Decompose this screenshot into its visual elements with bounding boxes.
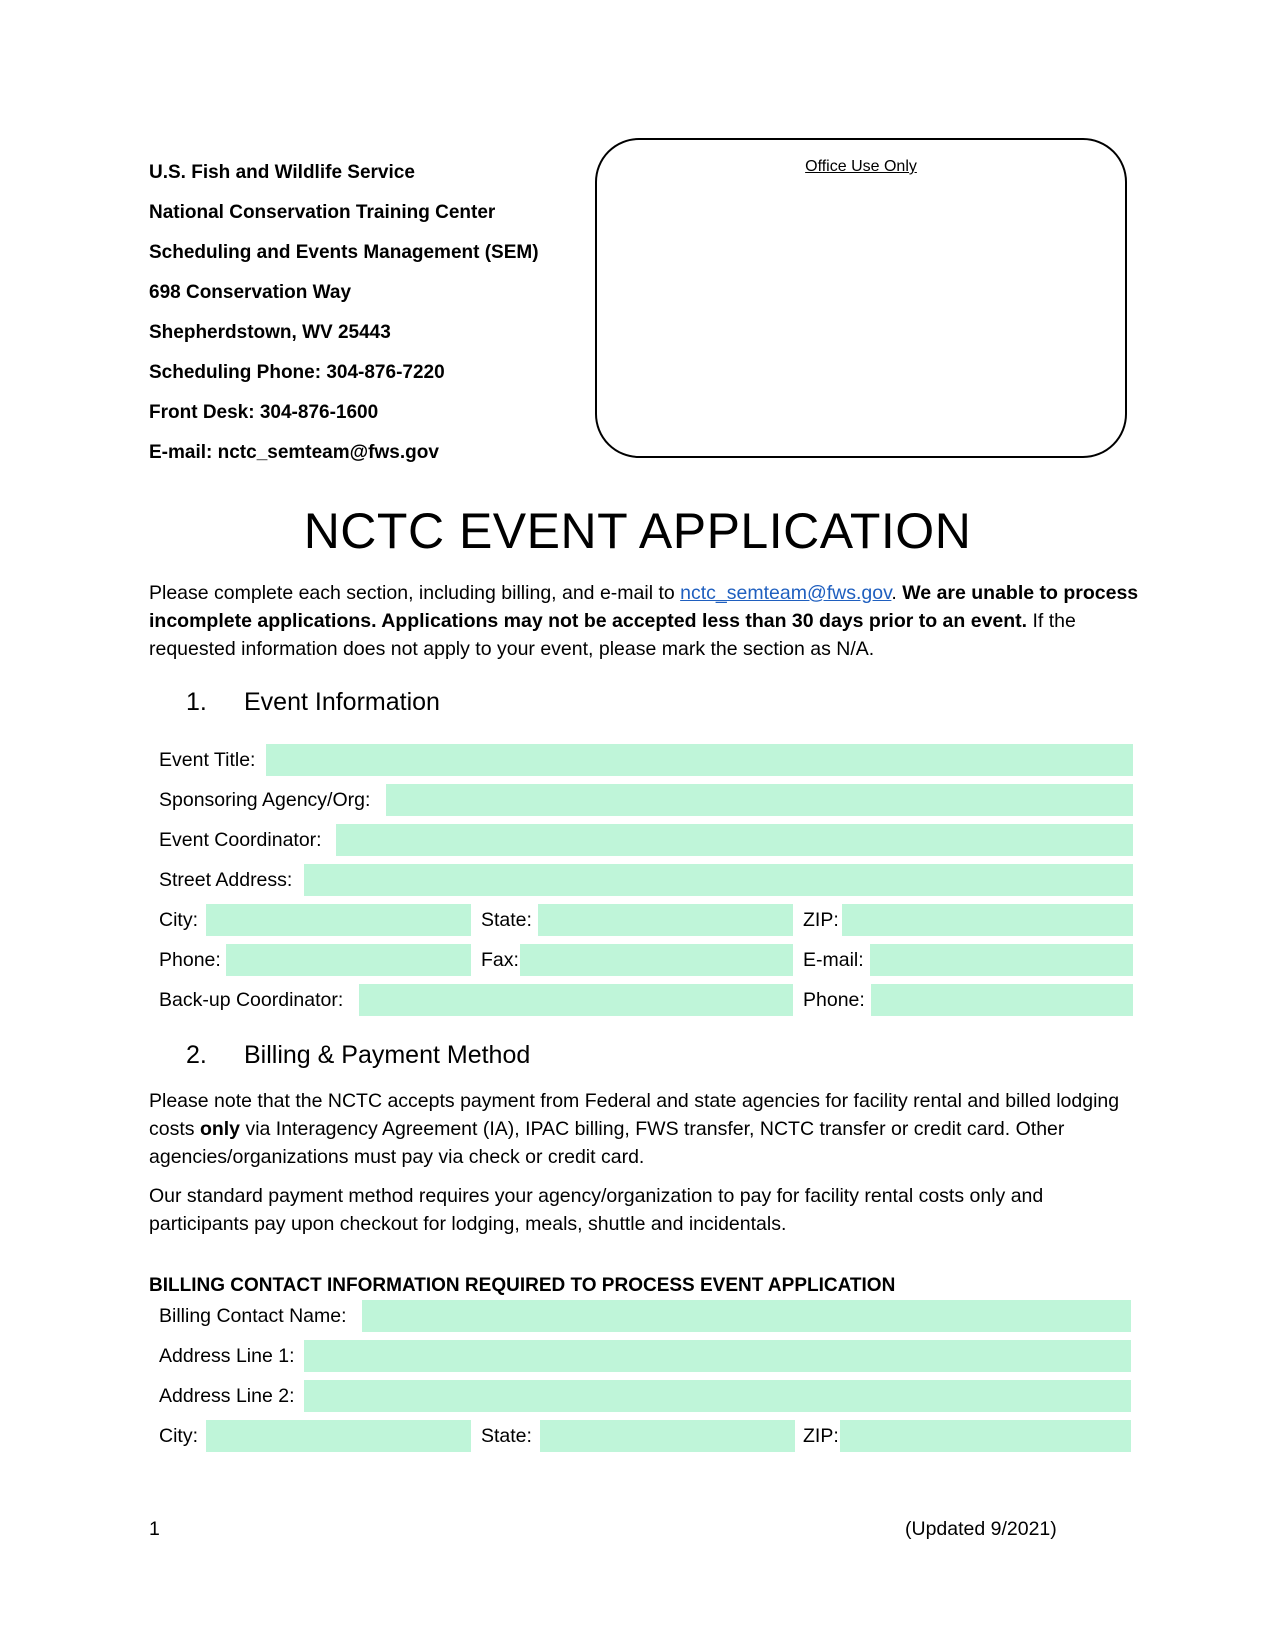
zip-label: ZIP:: [803, 909, 839, 931]
billing-contact-heading: BILLING CONTACT INFORMATION REQUIRED TO PROCESS EVENT APPLICATION: [149, 1275, 896, 1296]
section-1-heading: [186, 688, 440, 717]
phone-field[interactable]: [226, 944, 471, 976]
billing-state-label: State:: [481, 1425, 532, 1447]
zip-field[interactable]: [842, 904, 1133, 936]
billing-contact-name-field[interactable]: [362, 1300, 1131, 1332]
backup-phone-field[interactable]: [871, 984, 1133, 1016]
intro-paragraph: [149, 579, 1139, 663]
backup-coordinator-field[interactable]: [359, 984, 793, 1016]
street-address-field[interactable]: [304, 864, 1133, 896]
page-number: 1: [149, 1518, 160, 1540]
address-line-2-label: Address Line 2:: [159, 1385, 295, 1407]
email-label: E-mail:: [803, 949, 864, 971]
updated-date: (Updated 9/2021): [905, 1518, 1057, 1540]
section-2-heading: [186, 1041, 530, 1070]
address-line-1-field[interactable]: [304, 1340, 1131, 1372]
billing-zip-field[interactable]: [840, 1420, 1131, 1452]
event-title-field[interactable]: [266, 744, 1133, 776]
intro-warning: We are unable to process incomplete applications. Applications may not be accepted less than 30 days prior to an event.: [149, 582, 1139, 632]
billing-zip-label: ZIP:: [803, 1425, 839, 1447]
sponsoring-agency-label: Sponsoring Agency/Org:: [159, 789, 371, 811]
email-link[interactable]: nctc_semteam@fws.gov: [680, 582, 892, 604]
section-1-title: Event Information: [244, 688, 440, 716]
sponsoring-agency-field[interactable]: [386, 784, 1133, 816]
billing-contact-name-label: Billing Contact Name:: [159, 1305, 347, 1327]
payment-note-text: Please note that the NCTC accepts payment from Federal and state agencies for facility rental and billed lodging costs: [149, 1090, 1120, 1140]
agency-name: U.S. Fish and Wildlife Service: [149, 162, 415, 183]
backup-phone-label: Phone:: [803, 989, 865, 1011]
section-1-number: 1.: [186, 688, 207, 716]
billing-city-label: City:: [159, 1425, 198, 1447]
office-name: Scheduling and Events Management (SEM): [149, 242, 539, 263]
billing-state-field[interactable]: [540, 1420, 795, 1452]
event-coordinator-field[interactable]: [336, 824, 1133, 856]
payment-note-text-cont: via Interagency Agreement (IA), IPAC billing, FWS transfer, NCTC transfer or credit card. Other agencies/organizations must pay via check or credit card.: [149, 1118, 1065, 1168]
address-line-1-label: Address Line 1:: [159, 1345, 295, 1367]
scheduling-phone: Scheduling Phone: 304-876-7220: [149, 362, 445, 383]
center-name: National Conservation Training Center: [149, 202, 496, 223]
city-label: City:: [159, 909, 198, 931]
page-title: NCTC EVENT APPLICATION: [303, 503, 972, 559]
intro-na-note: If the requested information does not apply to your event, please mark the section as N/A.: [149, 610, 1076, 660]
fax-field[interactable]: [520, 944, 793, 976]
event-title-label: Event Title:: [159, 749, 256, 771]
payment-note-paragraph: [149, 1087, 1139, 1171]
intro-text: Please complete each section, including billing, and e-mail to: [149, 582, 681, 604]
front-desk-phone: Front Desk: 304-876-1600: [149, 402, 379, 423]
billing-city-field[interactable]: [206, 1420, 471, 1452]
phone-label: Phone:: [159, 949, 221, 971]
fax-label: Fax:: [481, 949, 519, 971]
state-field[interactable]: [538, 904, 793, 936]
email-field[interactable]: [870, 944, 1133, 976]
backup-coordinator-label: Back-up Coordinator:: [159, 989, 344, 1011]
office-use-box: [595, 138, 1127, 458]
section-2-title: Billing & Payment Method: [244, 1041, 531, 1069]
section-2-number: 2.: [186, 1041, 207, 1069]
intro-text-period: .: [891, 582, 903, 604]
payment-note-only: only: [199, 1118, 241, 1140]
contact-email: E-mail: nctc_semteam@fws.gov: [149, 442, 439, 463]
state-label: State:: [481, 909, 532, 931]
office-use-label: Office Use Only: [805, 158, 917, 175]
address-line-2-field[interactable]: [304, 1380, 1131, 1412]
street-address: 698 Conservation Way: [149, 282, 352, 303]
city-state-zip: Shepherdstown, WV 25443: [149, 322, 391, 343]
city-field[interactable]: [206, 904, 471, 936]
event-coordinator-label: Event Coordinator:: [159, 829, 322, 851]
street-address-label: Street Address:: [159, 869, 293, 891]
standard-payment-paragraph: Our standard payment method requires your agency/organization to pay for facility rental costs only and participants pay upon checkout for lodging, meals, shuttle and incidentals.: [149, 1185, 1044, 1235]
